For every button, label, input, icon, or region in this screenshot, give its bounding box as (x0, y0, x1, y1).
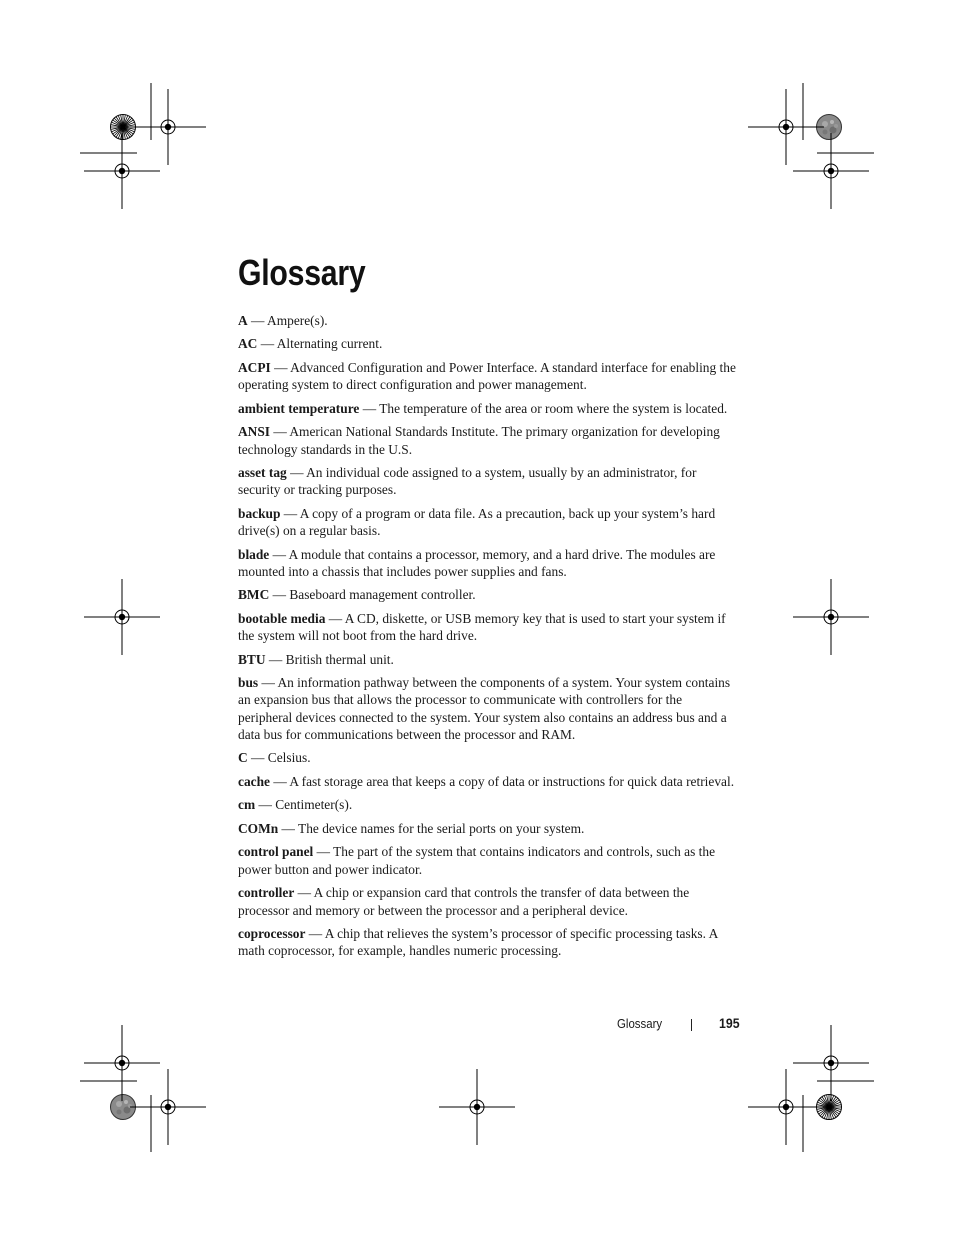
em-dash-separator: — (257, 336, 277, 352)
glossary-definition: A chip that relieves the system’s processor of specific processing tasks. A math coprocessor, for example, handles numeric processing. (238, 925, 718, 959)
em-dash-separator: — (255, 797, 276, 813)
glossary-term: coprocessor (238, 925, 306, 941)
glossary-term: bootable media (238, 610, 326, 626)
em-dash-separator: — (270, 359, 291, 375)
footer-section-label: Glossary (617, 1016, 663, 1031)
glossary-term: C (238, 750, 248, 766)
glossary-term: cm (238, 797, 256, 813)
em-dash-separator: — (305, 925, 325, 941)
glossary-definition: Alternating current. (276, 336, 383, 352)
glossary-term: controller (238, 885, 295, 901)
page-number: 195 (719, 1015, 740, 1031)
glossary-definition: A copy of a program or data file. As a precaution, back up your system’s hard drive(s) on a regular basis. (238, 505, 716, 539)
glossary-definition: The device names for the serial ports on your system. (298, 820, 585, 836)
glossary-definition: The temperature of the area or room where the system is located. (379, 400, 728, 416)
glossary-entry (238, 423, 738, 458)
em-dash-separator: — (278, 820, 299, 836)
glossary-term: ANSI (238, 424, 270, 440)
em-dash-separator: — (269, 587, 290, 603)
glossary-term: cache (238, 773, 270, 789)
footer-divider (691, 1019, 692, 1031)
glossary-definition: A fast storage area that keeps a copy of data or instructions for quick data retrieval. (289, 773, 735, 789)
glossary-term: bus (238, 675, 259, 691)
glossary-entry (238, 312, 738, 329)
em-dash-separator: — (325, 610, 345, 626)
em-dash-separator: — (269, 546, 289, 562)
glossary-term: control panel (238, 844, 314, 860)
em-dash-separator: — (269, 773, 290, 789)
glossary-definition: A chip or expansion card that controls the transfer of data between the processor and memory or between the processor and a peripheral device. (238, 885, 690, 918)
glossary-definition: American National Standards Institute. The primary organization for developing technology standards in the U.S. (238, 424, 720, 457)
em-dash-separator: — (247, 750, 268, 766)
glossary-entry (238, 505, 738, 540)
glossary-entry (238, 843, 738, 878)
glossary-definition: British thermal unit. (285, 651, 394, 667)
em-dash-separator: — (258, 675, 278, 691)
glossary-definition: Baseboard management controller. (289, 587, 476, 603)
glossary-entry (238, 925, 738, 960)
glossary-entry (238, 796, 738, 813)
glossary-entry (238, 400, 738, 417)
em-dash-separator: — (313, 844, 334, 860)
glossary-term: BMC (238, 587, 270, 603)
glossary-entry (238, 820, 738, 837)
glossary-list (238, 312, 738, 966)
glossary-term: blade (238, 546, 270, 562)
em-dash-separator: — (280, 505, 300, 521)
em-dash-separator: — (286, 465, 307, 481)
glossary-entry (238, 884, 738, 919)
em-dash-separator: — (270, 424, 290, 440)
glossary-definition: Centimeter(s). (275, 797, 353, 813)
glossary-definition: An information pathway between the components of a system. Your system contains an expansion bus that allows the processor to communicate with controllers for the peripheral devices connected to the system. Your system also contains an address bus and a data bus for communications between the processor and RAM. (238, 675, 731, 742)
glossary-term: ACPI (238, 359, 271, 375)
glossary-entry (238, 674, 738, 743)
glossary-definition: The part of the system that contains indicators and controls, such as the power button and power indicator. (238, 844, 716, 877)
glossary-entry (238, 749, 738, 766)
glossary-term: A (238, 313, 248, 328)
glossary-entry (238, 359, 738, 394)
glossary-term: asset tag (238, 465, 287, 481)
glossary-definition: A CD, diskette, or USB memory key that is used to start your system if the system will not boot from the hard drive. (238, 610, 726, 644)
em-dash-separator: — (294, 885, 314, 901)
glossary-entry (238, 773, 738, 790)
glossary-term: COMn (238, 820, 279, 836)
glossary-entry (238, 464, 738, 499)
glossary-entry (238, 586, 738, 603)
glossary-definition: An individual code assigned to a system, usually by an administrator, for security or tracking purposes. (238, 465, 697, 498)
glossary-term: ambient temperature (238, 400, 360, 416)
em-dash-separator: — (359, 400, 380, 416)
glossary-term: AC (238, 336, 258, 352)
glossary-term: BTU (238, 651, 266, 667)
glossary-entry (238, 610, 738, 645)
glossary-entry (238, 651, 738, 668)
page-title: Glossary (238, 252, 366, 293)
em-dash-separator: — (247, 313, 268, 328)
glossary-entry (238, 335, 738, 352)
glossary-definition: Celsius. (267, 750, 311, 766)
glossary-definition: A module that contains a processor, memory, and a hard drive. The modules are mounted into a chassis that includes power supplies and fans. (238, 546, 716, 579)
glossary-definition: Advanced Configuration and Power Interface. A standard interface for enabling the operating system to direct configuration and power management. (238, 359, 736, 393)
glossary-entry (238, 546, 738, 581)
glossary-definition: Ampere(s). (267, 313, 328, 328)
glossary-term: backup (238, 505, 281, 521)
em-dash-separator: — (265, 651, 286, 667)
